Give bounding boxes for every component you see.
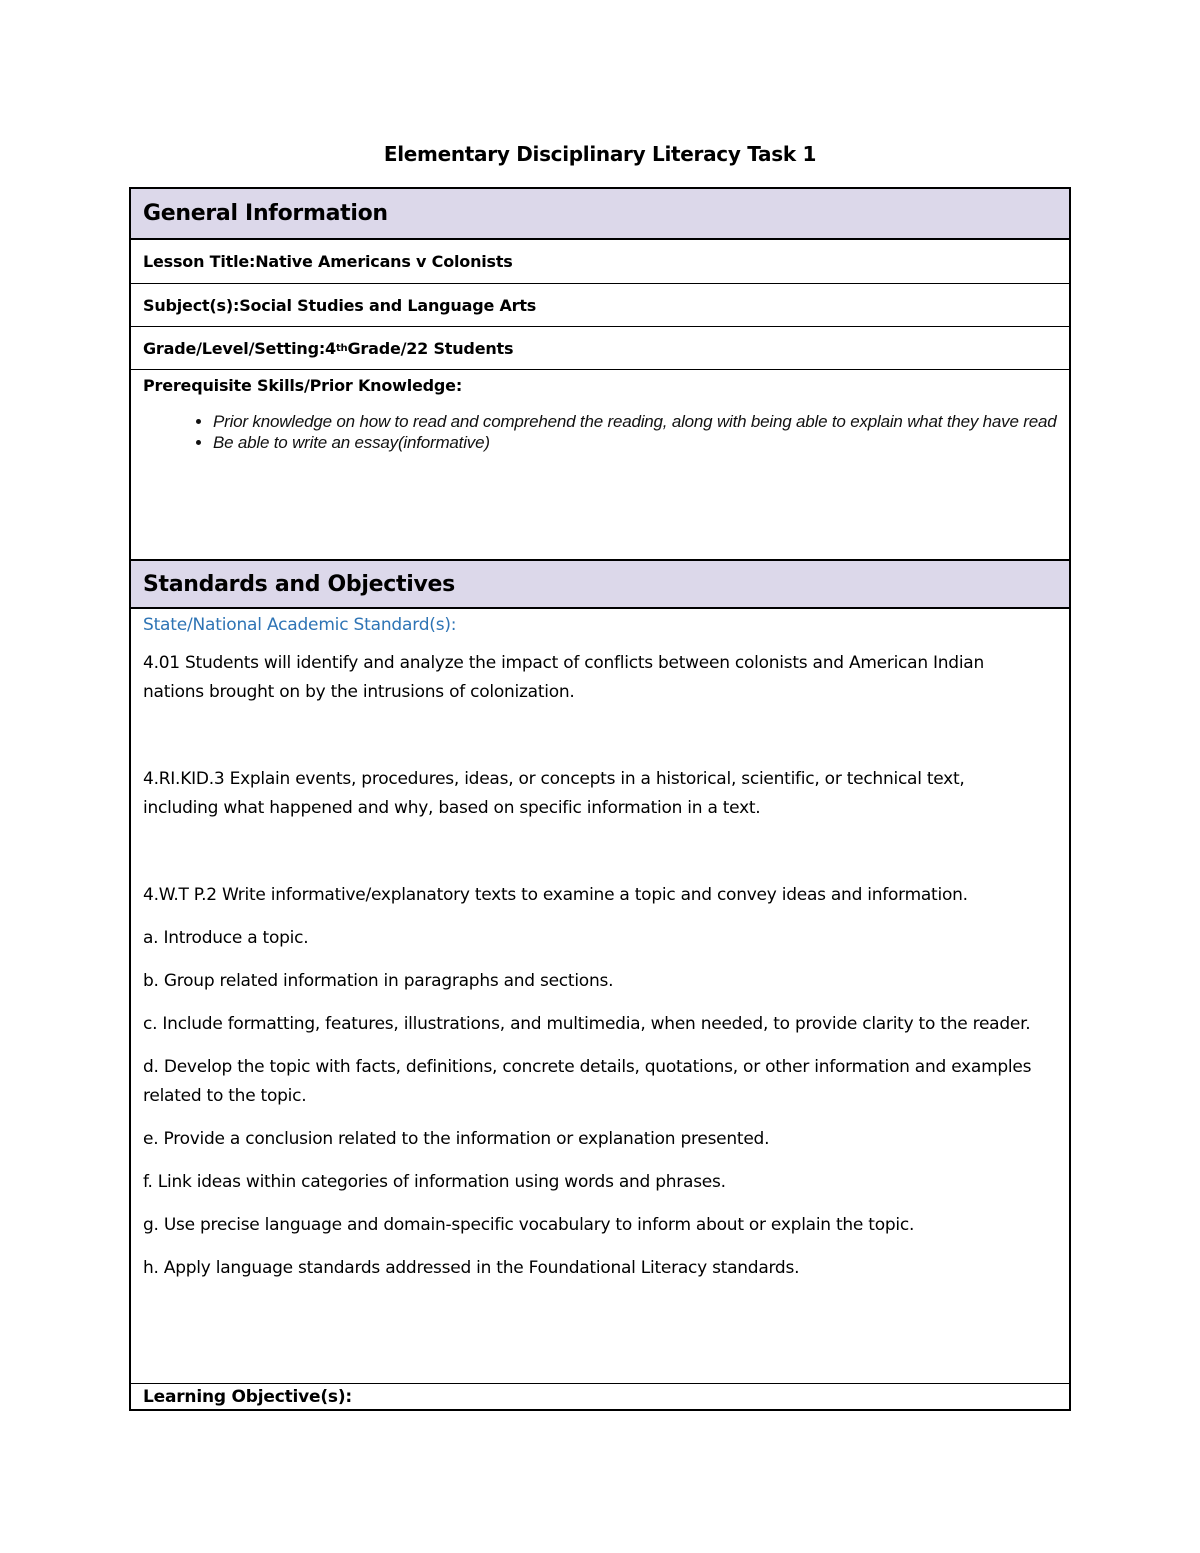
standard-wtp-2: 4.W.T P.2 Write informative/explanatory texts to examine a topic and convey ideas and information. xyxy=(143,885,968,905)
standard-ri-kid-3: 4.RI.KID.3 Explain events, procedures, ideas, or concepts in a historical, scientific, or technical text, including what happened and why, based on specific information in a text. xyxy=(143,769,965,818)
prerequisite-list xyxy=(143,411,1057,453)
standard-item: a. Introduce a topic. xyxy=(143,928,309,948)
lesson-title-row xyxy=(131,240,1069,283)
lesson-title-value: Native Americans v Colonists xyxy=(255,252,513,271)
general-information-heading xyxy=(131,189,1069,240)
lesson-title-label: Lesson Title: xyxy=(143,252,256,271)
standard-item: f. Link ideas within categories of information using words and phrases. xyxy=(143,1172,726,1192)
subjects-value: Social Studies and Language Arts xyxy=(239,295,537,315)
subjects-label: Subject(s): xyxy=(143,295,240,315)
learning-objectives-label: Learning Objective(s): xyxy=(143,1386,353,1407)
section-heading-text: General Information xyxy=(143,201,388,226)
prerequisite-row xyxy=(131,369,1069,559)
standard-item: e. Provide a conclusion related to the information or explanation presented. xyxy=(143,1129,770,1149)
grade-row xyxy=(131,326,1069,369)
prerequisite-label: Prerequisite Skills/Prior Knowledge: xyxy=(143,376,463,395)
grade-label: Grade/Level/Setting: xyxy=(143,338,326,358)
standard-item: g. Use precise language and domain-specific vocabulary to inform about or explain the topic. xyxy=(143,1215,915,1235)
standards-row xyxy=(131,609,1069,1383)
grade-ordinal: th xyxy=(335,342,348,354)
standards-objectives-heading xyxy=(131,559,1069,609)
list-item: • Be able to write an essay(informative) xyxy=(213,432,1057,453)
standard-item: c. Include formatting, features, illustrations, and multimedia, when needed, to provide clarity to the reader. xyxy=(143,1014,1031,1034)
standard-item: b. Group related information in paragraphs and sections. xyxy=(143,971,614,991)
grade-setting-value: Grade/22 Students xyxy=(347,338,514,358)
grade-number: 4 xyxy=(325,338,336,358)
standards-label: State/National Academic Standard(s): xyxy=(143,615,457,635)
lesson-plan-table xyxy=(129,187,1071,1411)
list-item: • Prior knowledge on how to read and comprehend the reading, along with being able to explain what they have read xyxy=(213,411,1057,432)
section-heading-text: Standards and Objectives xyxy=(143,571,455,597)
learning-objectives-row xyxy=(131,1383,1069,1409)
document-title: Elementary Disciplinary Literacy Task 1 xyxy=(383,142,817,166)
subjects-row xyxy=(131,283,1069,326)
standard-4-01: 4.01 Students will identify and analyze the impact of conflicts between colonists and American Indian nations brought on by the intrusions of colonization. xyxy=(143,653,984,702)
standard-item: h. Apply language standards addressed in the Foundational Literacy standards. xyxy=(143,1258,800,1278)
standard-item: d. Develop the topic with facts, definitions, concrete details, quotations, or other information and examples related to the topic. xyxy=(143,1057,1032,1106)
